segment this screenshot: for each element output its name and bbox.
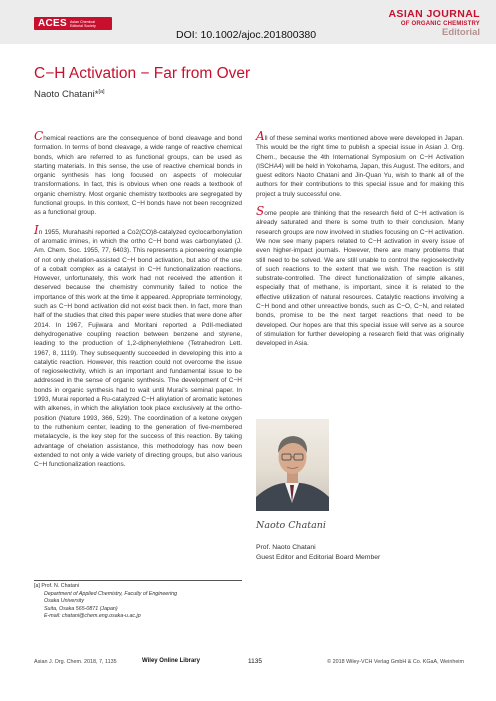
column-left [34, 129, 242, 477]
footer-copyright: © 2018 Wiley-VCH Verlag GmbH & Co. KGaA, Weinheim [327, 659, 464, 665]
drop-cap: A [256, 129, 265, 143]
page-header [0, 0, 496, 44]
author-affiliation-mark: [a] [98, 89, 105, 95]
author-line [34, 89, 105, 100]
author-name: Naoto Chatani* [34, 89, 99, 101]
affiliation-footnote [34, 583, 177, 621]
footnote-line: Osaka University [44, 598, 85, 605]
photo-caption [256, 543, 380, 562]
footer-page-number: 1135 [248, 658, 262, 665]
paragraph [256, 129, 465, 199]
footnote-line: Department of Applied Chemistry, Faculty of Engineering [44, 590, 178, 597]
footer-publisher-link[interactable]: Wiley Online Library [142, 658, 200, 664]
drop-cap: C [34, 129, 44, 143]
doi: DOI: 10.1002/ajoc.201800380 [176, 29, 317, 41]
footnote-email: E-mail: chatani@chem.eng.osaka-u.ac.jp [44, 613, 141, 620]
paragraph [34, 129, 242, 218]
author-photo [256, 419, 329, 511]
drop-cap: I [34, 222, 39, 237]
aces-logo-subtext: Asian Chemical Editorial Society [69, 19, 96, 28]
paragraph-text: hemical reactions are the consequence of bond cleavage and bond formation. In terms of bond cleavage, a wide range of reactive chemical bonds, which are referred to as functional groups, can be used as starting materials. In this sense, the use of reactive chemical bonds in organic synthesis has long focused on aspects of molecular transformations. In fact, this is obvious when one reads a textbook of organic chemistry. Most organic chemistry textbooks are segregated by functional groups. In this context, C−H bonds have not been recognized as a functional group. [34, 135, 242, 217]
footnote-line: Suita, Osaka 565-0871 (Japan) [44, 605, 118, 612]
drop-cap: S [256, 204, 265, 219]
footer-citation: Asian J. Org. Chem. 2018, 7, 1135 [34, 659, 117, 665]
journal-subname: OF ORGANIC CHEMISTRY [400, 20, 480, 27]
journal-name: ASIAN JOURNAL [388, 8, 480, 20]
journal-logo [388, 9, 480, 37]
paragraph-text: ome people are thinking that the research field of C−H activation is already saturated and there is some truth to their conclusion. Many research groups are now involved in studies focusing on C−H activation. We now see many papers related to C−H activation in every issue of even higher-impact journals. However, there are many problems that still need to be solved. We are still unable to control the regioselectivity of such reactions to the extent that we wish. The reaction is still substrate-controlled. The direct functionalization of simple alkanes, especially that of methane, is important, since it is related to the effective utilization of natural resources. Catalytic reactions involving a C−H bond and other unreactive bonds, such as C−O, C−N, and related bonds, promise to be the next target reactions that need to be developed. Our hopes are that this special issue will serve as a source of stimulation for further developing a research field that was originally developed in Asia. [256, 210, 464, 348]
paragraph-text: ll of these seminal works mentioned above were developed in Japan. This would be the right time to publish a special issue in Asian J. Org. Chem., because the 4th International Symposium on C−H Activation (ISCHA4) will be held in Yokohama, Japan, this August. The editors, and guest editors Naoto Chatani and Jin-Quan Yu, wish to thank all of the authors for their contributions to this special issue and for making this project a truly successful one. [256, 135, 465, 198]
footnote-divider [34, 580, 242, 581]
paragraph [256, 204, 464, 348]
caption-role: Guest Editor and Editorial Board Member [256, 553, 381, 561]
caption-name: Prof. Naoto Chatani [256, 544, 316, 551]
section-label: Editorial [441, 26, 480, 38]
article-title: C−H Activation − Far from Over [34, 65, 251, 82]
column-right [256, 129, 465, 357]
aces-logo [34, 17, 112, 30]
footnote-line: [a] Prof. N. Chatani [34, 583, 80, 589]
page-footer [34, 659, 464, 667]
paragraph-text: n 1955, Murahashi reported a Co2(CO)8-catalyzed cyclocarbonylation of aromatic imines, in which the ortho C−H bond was carbonylated (J. Am. Chem. Soc. 1955, 77, 6403). This represents a pioneering example of not only chelation-assisted C−H bond activation, but also of the use of a cobalt complex as a catalyst in C−H functionalization reactions. However, unfortunately, this work had not received the attention it deserved because the chemistry community failed to notice the importance of this work at the time it appeared. Appropriate terminology, such as C−H bond activation did not exist back then. In fact, more than half of the studies that cited this paper were studies that were done after 2014. In 1967, Fujiwara and Moritani reported a PdII-mediated dehydrogenative coupling reaction between benzene and styrene, leading to the production of 1,2-diphenylethlene (Tetrahedron Lett. 1967, 8, 1119). They subsequently succeeded in developing this into a catalytic reaction. However, this reaction could not overcome the issue of regioselectivity, which is an important and fundamental issue to be addressed in the sense of organic synthesis. The development of C−H bonds in organic synthesis had to wait until Murai's seminal paper. In 1993, Murai reported a Ru-catalyzed C−H alkylation of aromatic ketones with alkenes, in which the alkylation took place exclusively at the ortho-position (Nature 1993, 366, 529). The coordination of a ketone oxygen to the ruthenium center, leading to the generation of five-membered metalacycle, is the key step for the success of this reaction. By taking advantage of chelation assistance, this methodology has now been extended to not only a wide variety of directing groups, but also various C−H functionalization reactions. [34, 228, 242, 469]
author-photo-image [256, 419, 329, 511]
aces-logo-text: ACES [38, 18, 67, 29]
author-signature: Naoto Chatani [256, 520, 326, 531]
paragraph [34, 222, 242, 470]
